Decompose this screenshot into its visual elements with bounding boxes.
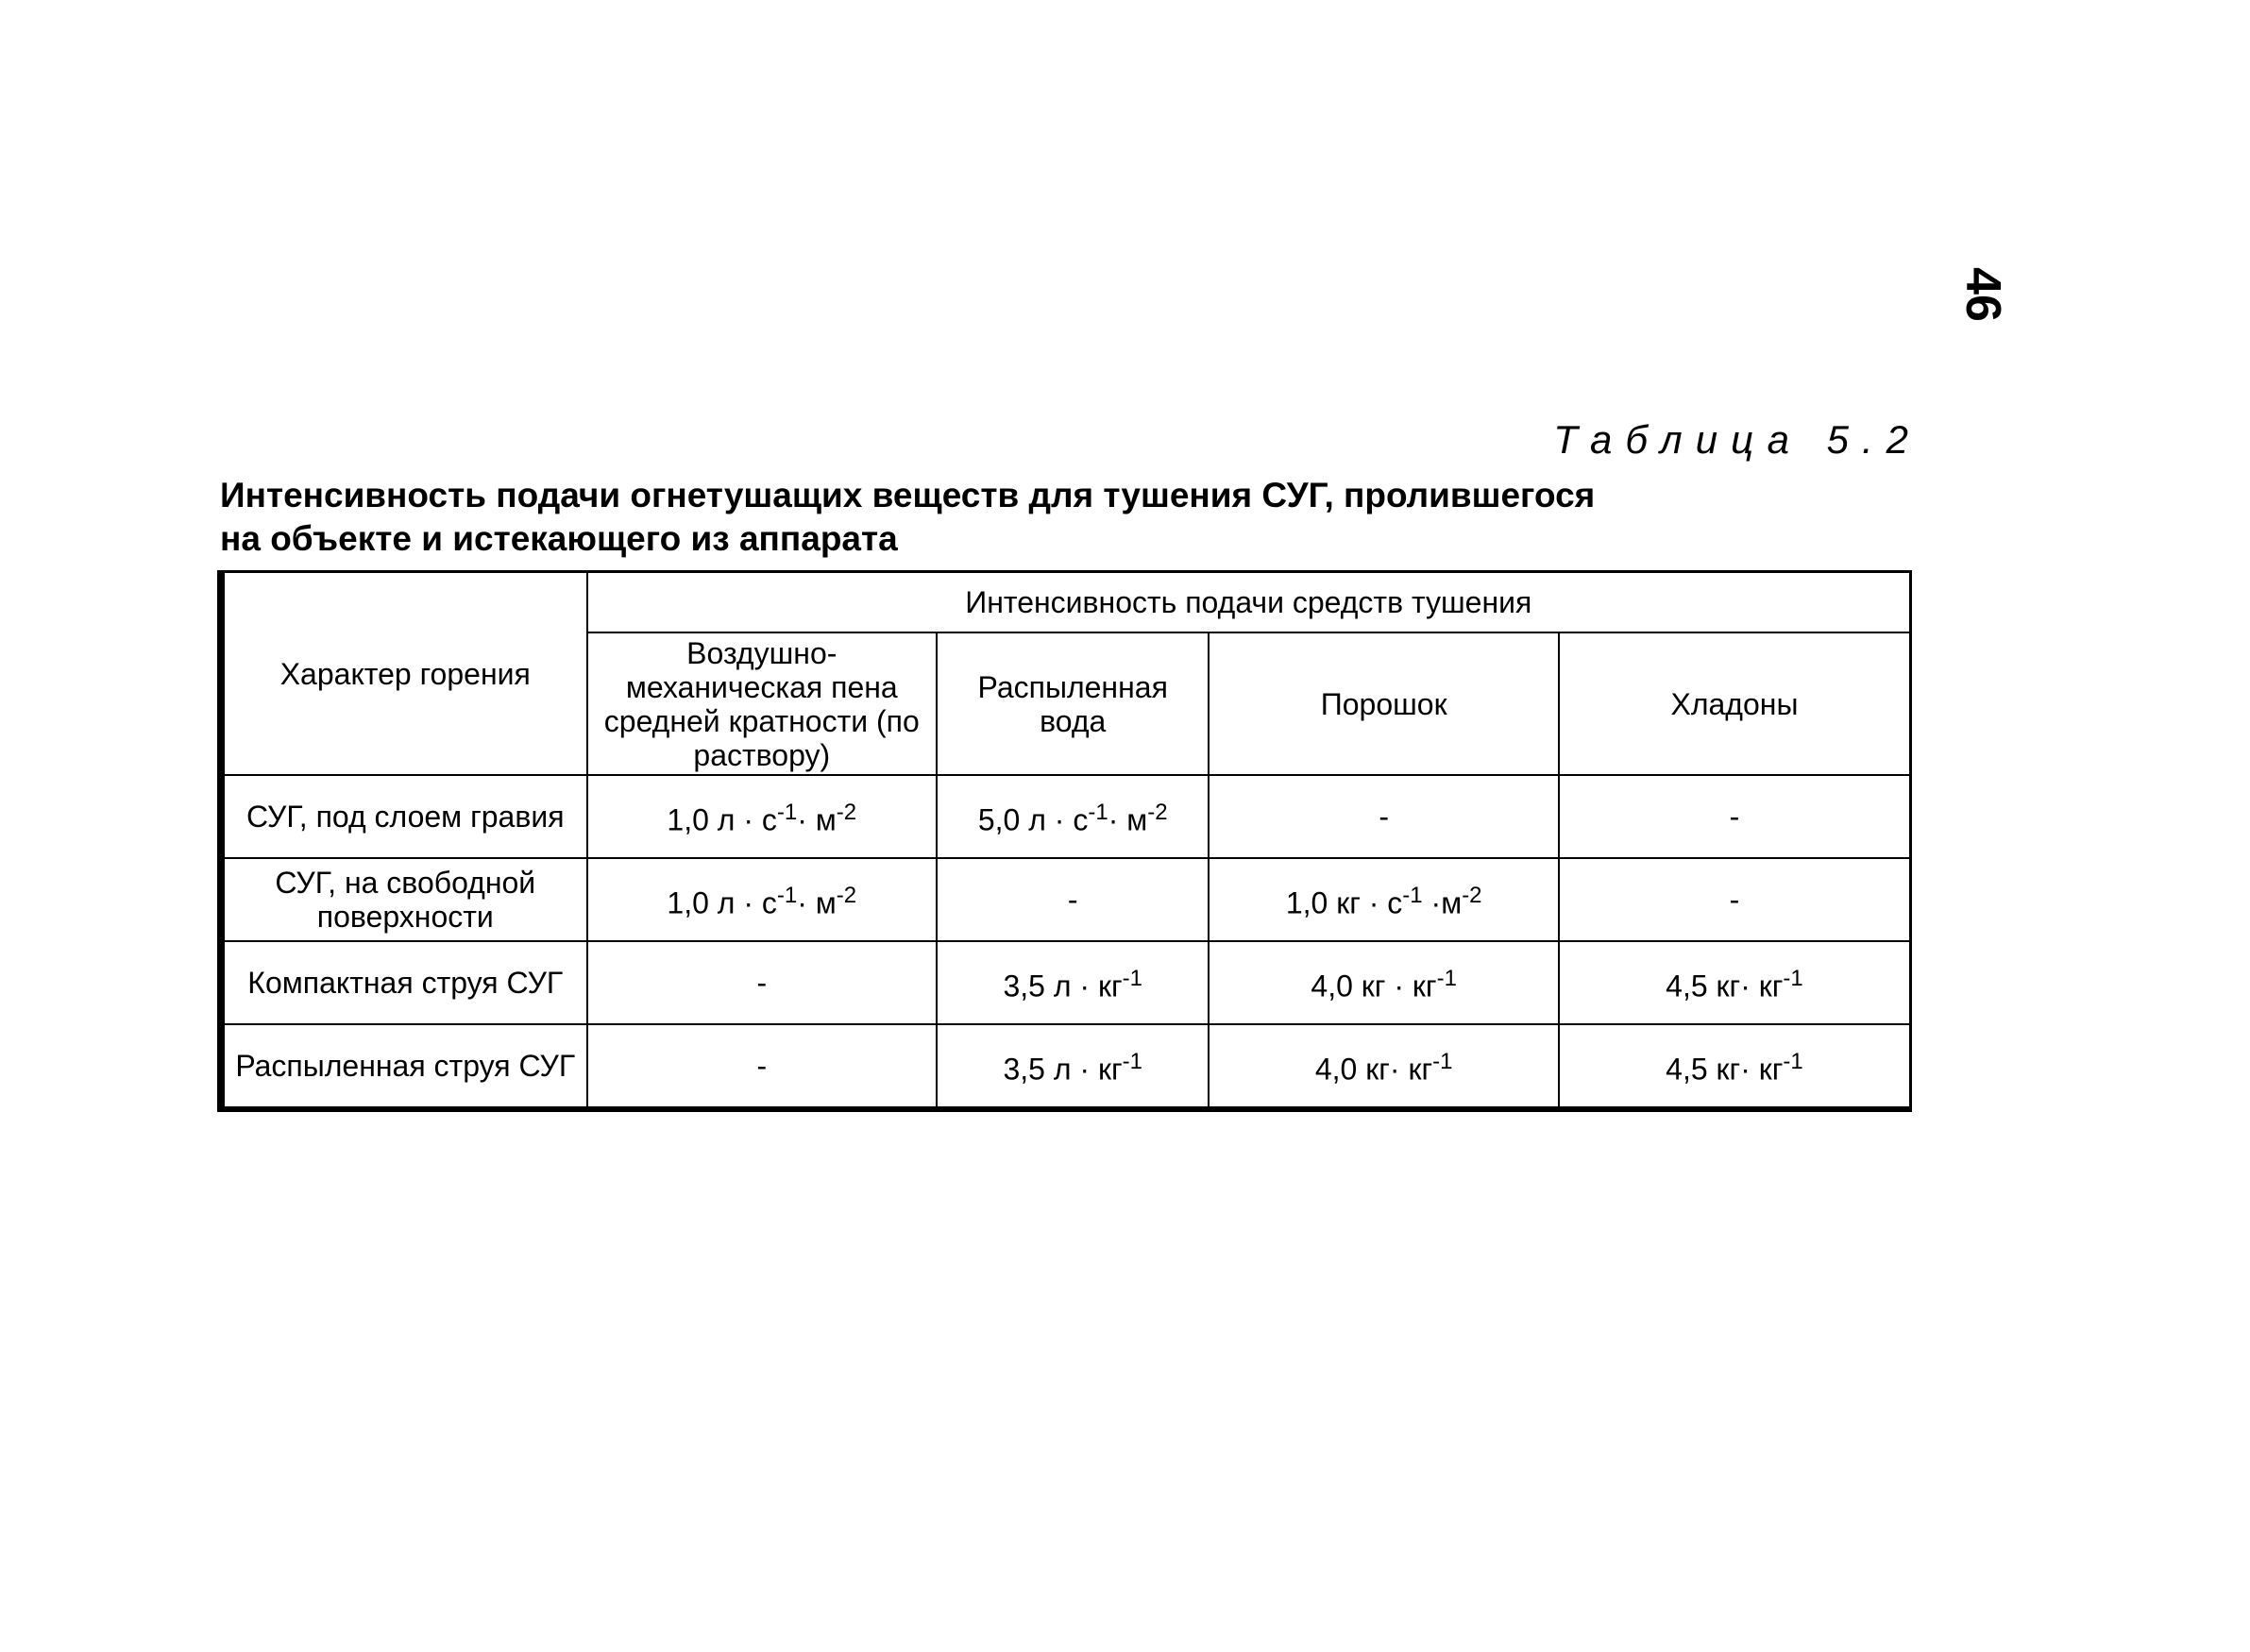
header-supply-intensity: Интенсивность подачи средств тушения: [587, 572, 1911, 633]
table-row: [221, 941, 1911, 1024]
row-label: СУГ, на свободной поверхности: [221, 858, 587, 941]
cell-value: -: [587, 1024, 938, 1109]
row-label: Распыленная струя СУГ: [221, 1024, 587, 1109]
cell-value: -: [1209, 775, 1559, 858]
table-row: [221, 775, 1911, 858]
header-halons: Хладоны: [1559, 632, 1911, 775]
cell-value: -: [1559, 775, 1911, 858]
cell-value: 1,0 кг · $с^{-1} \cdot м^{-2}$: [1209, 858, 1559, 941]
row-label: Компактная струя СУГ: [221, 941, 587, 1024]
table-title-line-1: Интенсивность подачи огнетушащих веществ для тушения СУГ, пролившегося: [220, 476, 1596, 514]
header-powder: Порошок: [1209, 632, 1559, 775]
table-label: Таблица 5.2: [1553, 417, 1921, 462]
cell-value: 5,0 $л \cdot с^{-1}\cdot м^{-2}$: [937, 775, 1209, 858]
table-row: [221, 1024, 1911, 1109]
header-air-mechanical-foam: Воздушно-механическая пена средней кратности (по раствору): [587, 632, 938, 775]
intensity-table: [217, 570, 1912, 1112]
cell-value: 4,5 $кг\cdot кг^{-1}$: [1559, 941, 1911, 1024]
cell-value: -: [587, 941, 938, 1024]
row-label: СУГ, под слоем гравия: [221, 775, 587, 858]
cell-value: 1,0 $л \cdot с^{-1}\cdot м^{-2}$: [587, 858, 938, 941]
cell-value: 4,0 кг · $кг^{-1}$: [1209, 941, 1559, 1024]
cell-value: 3,5 $л \cdot кг^{-1}$: [937, 1024, 1209, 1109]
cell-value: -: [937, 858, 1209, 941]
cell-value: 4,0 $кг\cdot кг^{-1}$: [1209, 1024, 1559, 1109]
page-number: 46: [1955, 267, 2010, 322]
cell-value: -: [1559, 858, 1911, 941]
header-combustion-type: Характер горения: [221, 572, 587, 776]
cell-value: 3,5 $л \cdot кг^{-1}$: [937, 941, 1209, 1024]
table-title: [220, 474, 1882, 561]
cell-value: 4,5 $кг\cdot кг^{-1}$: [1559, 1024, 1911, 1109]
table-row: [221, 858, 1911, 941]
table-title-line-2: на объекте и истекающего из аппарата: [220, 519, 898, 558]
header-sprayed-water: Распыленная вода: [937, 632, 1209, 775]
cell-value: 1,0 $л \cdot с^{-1}\cdot м^{-2}$: [587, 775, 938, 858]
